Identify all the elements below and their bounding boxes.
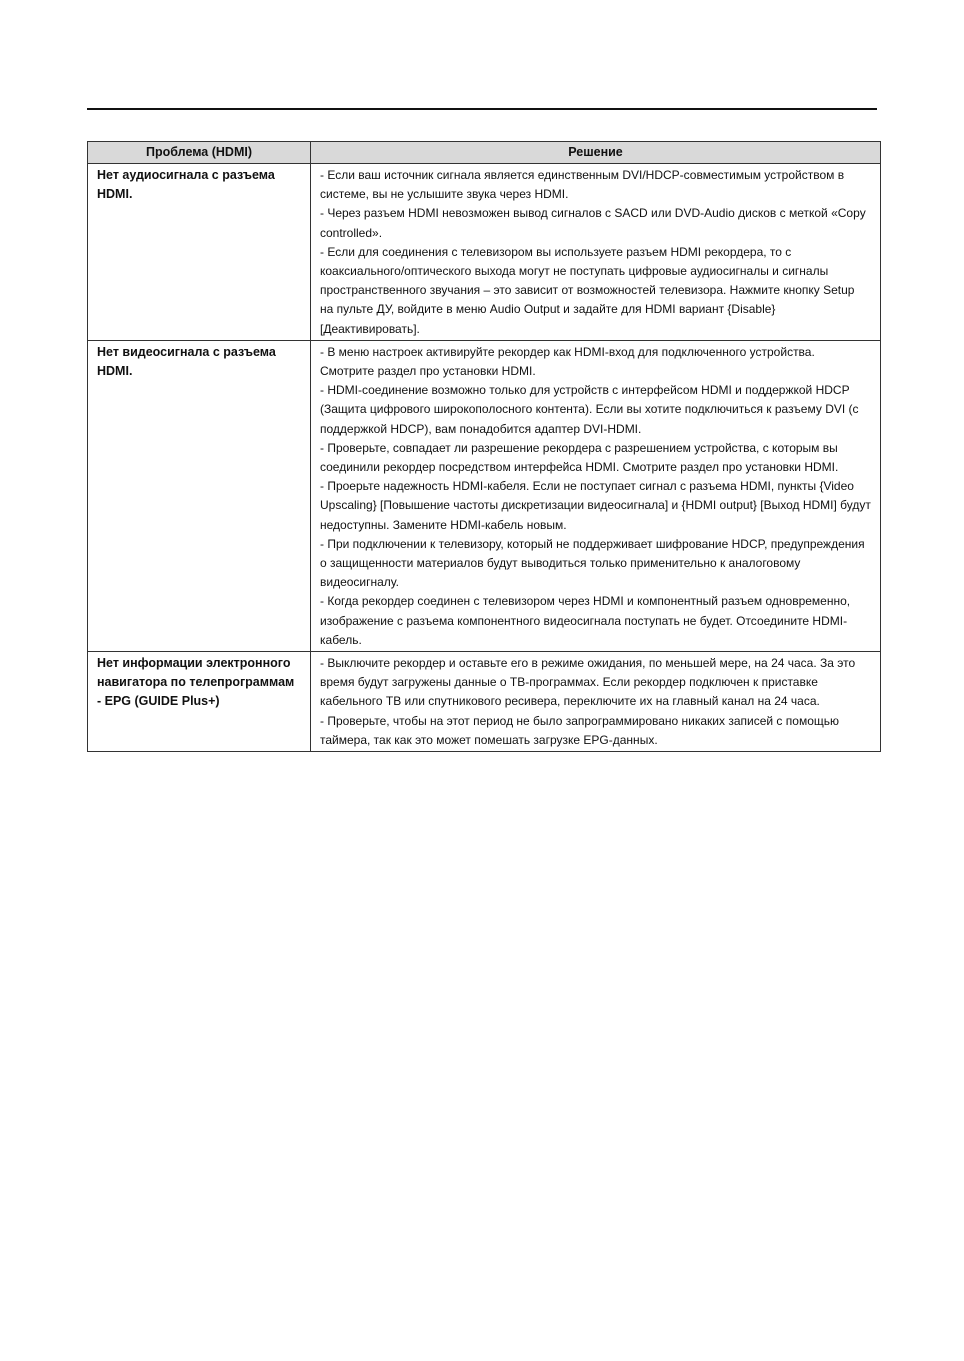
problem-cell: Нет аудиосигнала с разъема HDMI. bbox=[88, 164, 311, 341]
solution-item: - Проверьте, чтобы на этот период не было запрограммировано никаких записей с помощью таймера, так как это может помешать загрузке EPG-данных. bbox=[320, 713, 839, 747]
table-header-row bbox=[88, 142, 881, 164]
problem-cell: Нет видеосигнала с разъема HDMI. bbox=[88, 340, 311, 651]
solution-item: - HDMI-соединение возможно только для устройств с интерфейсом HDMI и поддержкой HDCP (Защита цифрового широкополосного контента). Если вы хотите подключиться к разъему DVI (с поддержкой HDCP), вам понадобится адаптер DVI-HDMI. bbox=[320, 383, 859, 436]
solution-cell bbox=[311, 340, 881, 651]
solution-item: - Проерьте надежность HDMI-кабеля. Если не поступает сигнал с разъема HDMI, пункты {Video Upscaling} [Повышение частоты дискретизации видеосигнала] и {HDMI output} [Выход HDMI] будут недоступны. Замените HDMI-кабель новым. bbox=[320, 479, 871, 532]
table-row bbox=[88, 340, 881, 651]
solution-item: - Проверьте, совпадает ли разрешение рекордера с разрешением устройства, с которым вы соединили рекордер посредством интерфейса HDMI. Смотрите раздел про установки HDMI. bbox=[320, 440, 839, 475]
solution-item: - Выключите рекордер и оставьте его в режиме ожидания, по меньшей мере, на 24 часа. За это время будут загружены данные о ТВ-программах. Если рекордер подключен к приставке кабельного ТВ или спутникового ресивера, переключите их на главный канал на 24 часа. bbox=[320, 656, 856, 709]
troubleshooting-table bbox=[87, 141, 881, 752]
top-rule bbox=[87, 108, 877, 110]
table-row bbox=[88, 164, 881, 341]
solution-item: - Если ваш источник сигнала является единственным DVI/HDCP-совместимым устройством в системе, вы не услышите звука через HDMI. bbox=[320, 168, 845, 202]
header-problem: Проблема (HDMI) bbox=[88, 142, 311, 164]
solution-item: - Если для соединения с телевизором вы используете разъем HDMI рекордера, то с коаксиального/оптического выхода могут не поступать цифровые аудиосигналы и сигналы пространственного звучания – это зависит от возможностей телевизора. Нажмите кнопку Setup на пульте ДУ, войдите в меню Audio Output и задайте для HDMI вариант {Disable} [Деактивировать]. bbox=[320, 244, 855, 336]
solution-cell bbox=[311, 164, 881, 341]
problem-cell: Нет информации электронного навигатора по телепрограммам - EPG (GUIDE Plus+) bbox=[88, 652, 311, 752]
solution-item: - Когда рекордер соединен с телевизором через HDMI и компонентный разъем одновременно, изображение с разъема компонентного видеосигнала поступать не будет. Отсоедините HDMI-кабель. bbox=[320, 594, 851, 647]
header-solution: Решение bbox=[311, 142, 881, 164]
solution-item: - В меню настроек активируйте рекордер как HDMI-вход для подключенного устройства. Смотрите раздел про установки HDMI. bbox=[320, 344, 815, 379]
solution-cell bbox=[311, 652, 881, 752]
solution-item: - Через разъем HDMI невозможен вывод сигналов с SACD или DVD-Audio дисков с меткой «Copy controlled». bbox=[320, 206, 866, 240]
solution-item: - При подключении к телевизору, который не поддерживает шифрование HDCP, предупреждения о защищенности материалов будут выводиться только применительно к аналоговому видеосигналу. bbox=[320, 536, 865, 590]
table-row bbox=[88, 652, 881, 752]
